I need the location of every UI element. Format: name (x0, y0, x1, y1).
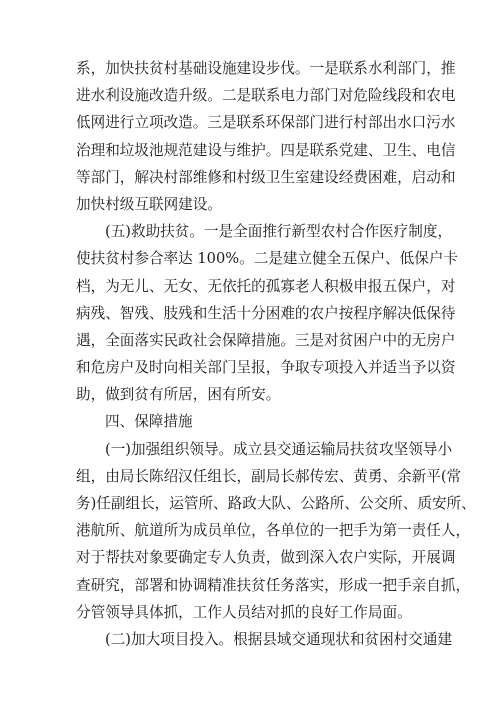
text-line: 组，由局长陈绍汉任组长，副局长郝传宏、黄勇、余新平(常 (76, 467, 462, 485)
text-line: 病残、智残、肢残和生活十分困难的农户按程序解决低保待 (76, 304, 456, 322)
text-line: 进水利设施改造升级。二是联系电力部门对危险线段和农电 (76, 87, 456, 105)
text-line: 四、保障措施 (105, 413, 193, 431)
text-line: 使扶贫村参合率达 100%。二是建立健全五保户、低保户卡 (76, 250, 459, 268)
text-line: 系，加快扶贫村基础设施建设步伐。一是联系水利部门，推 (76, 60, 456, 77)
text-line: 助，做到贫有所居，困有所安。 (76, 386, 281, 404)
text-line: (五)救助扶贫。一是全面推行新型农村合作医疗制度， (105, 223, 453, 241)
document-body (76, 55, 476, 653)
text-line: 港航所、航道所为成员单位，各单位的一把手为第一责任人， (76, 522, 471, 540)
text-line: (一)加强组织领导。成立县交通运输局扶贫攻坚领导小 (105, 440, 453, 458)
text-line: (二)加大项目投入。根据县域交通现状和贫困村交通建 (105, 630, 453, 648)
text-line: 加快村级互联网建设。 (76, 195, 222, 213)
text-line: 对于帮扶对象要确定专人负责，做到深入农户实际，开展调 (76, 549, 456, 567)
text-line: 分管领导具体抓，工作人员结对抓的良好工作局面。 (76, 603, 412, 621)
text-line: 低网进行立项改造。三是联系环保部门进行村部出水口污水 (76, 114, 456, 132)
text-line: 治理和垃圾池规范建设与维护。四是联系党建、卫生、电信 (76, 141, 456, 159)
text-line: 查研究，部署和协调精准扶贫任务落实，形成一把手亲自抓， (76, 576, 471, 594)
text-line: 遇，全面落实民政社会保障措施。三是对贫困户中的无房户 (76, 331, 456, 349)
text-line: 和危房户及时向相关部门呈报，争取专项投入并适当予以资 (76, 359, 456, 377)
text-line: 等部门，解决村部维修和村级卫生室建设经费困难，启动和 (76, 168, 456, 186)
text-line: 务)任副组长，运管所、路政大队、公路所、公交所、质安所、 (76, 495, 476, 512)
text-line: 档，为无儿、无女、无依托的孤寡老人积极申报五保户，对 (76, 277, 456, 295)
